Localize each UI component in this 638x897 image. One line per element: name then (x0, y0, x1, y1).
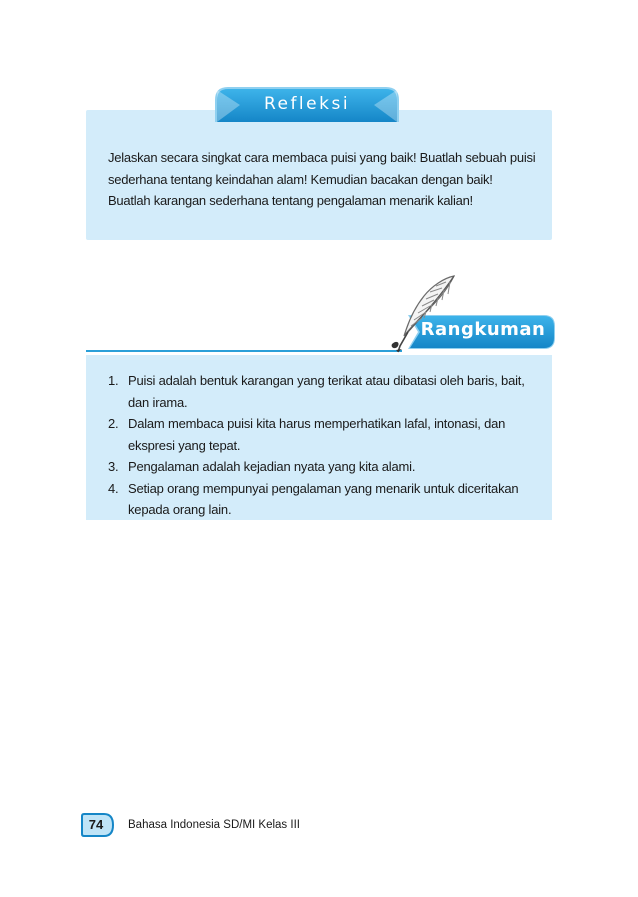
list-item-text: Dalam membaca puisi kita harus memperhatikan lafal, intonasi, dan ekspresi yang tepat. (128, 416, 506, 453)
page-number: 74 (88, 817, 104, 832)
refleksi-title: Refleksi (263, 94, 351, 114)
list-item (108, 456, 532, 478)
refleksi-header-tab (214, 86, 400, 126)
refleksi-paragraph-1: Jelaskan secara singkat cara membaca puisi yang baik! Buatlah sebuah puisi sederhana tentang keindahan alam! Kemudian bacakan dengan baik! (108, 150, 536, 187)
divider-line (86, 350, 402, 352)
list-item-text: Pengalaman adalah kejadian nyata yang kita alami. (128, 459, 416, 474)
quill-feather-icon (384, 272, 468, 356)
list-item-number: 3. (108, 459, 119, 474)
list-item-number: 2. (108, 416, 119, 431)
page-number-badge (80, 812, 116, 838)
list-item-number: 4. (108, 480, 119, 496)
refleksi-content (108, 147, 546, 212)
list-item (108, 478, 532, 521)
refleksi-paragraph-2: Buatlah karangan sederhana tentang pengalaman menarik kalian! (108, 193, 473, 208)
list-item (108, 370, 532, 413)
list-item (108, 413, 532, 456)
rangkuman-list (108, 370, 532, 521)
list-item-text: Puisi adalah bentuk karangan yang terikat atau dibatasi oleh baris, bait, dan irama. (128, 373, 525, 410)
footer-book-title: Bahasa Indonesia SD/MI Kelas III (128, 819, 300, 831)
list-item-text: Setiap orang mempunyai pengalaman yang menarik untuk diceritakan kepada orang lain. (128, 480, 519, 517)
list-item-number: 1. (108, 373, 119, 388)
rangkuman-title: Rangkuman (420, 319, 546, 340)
